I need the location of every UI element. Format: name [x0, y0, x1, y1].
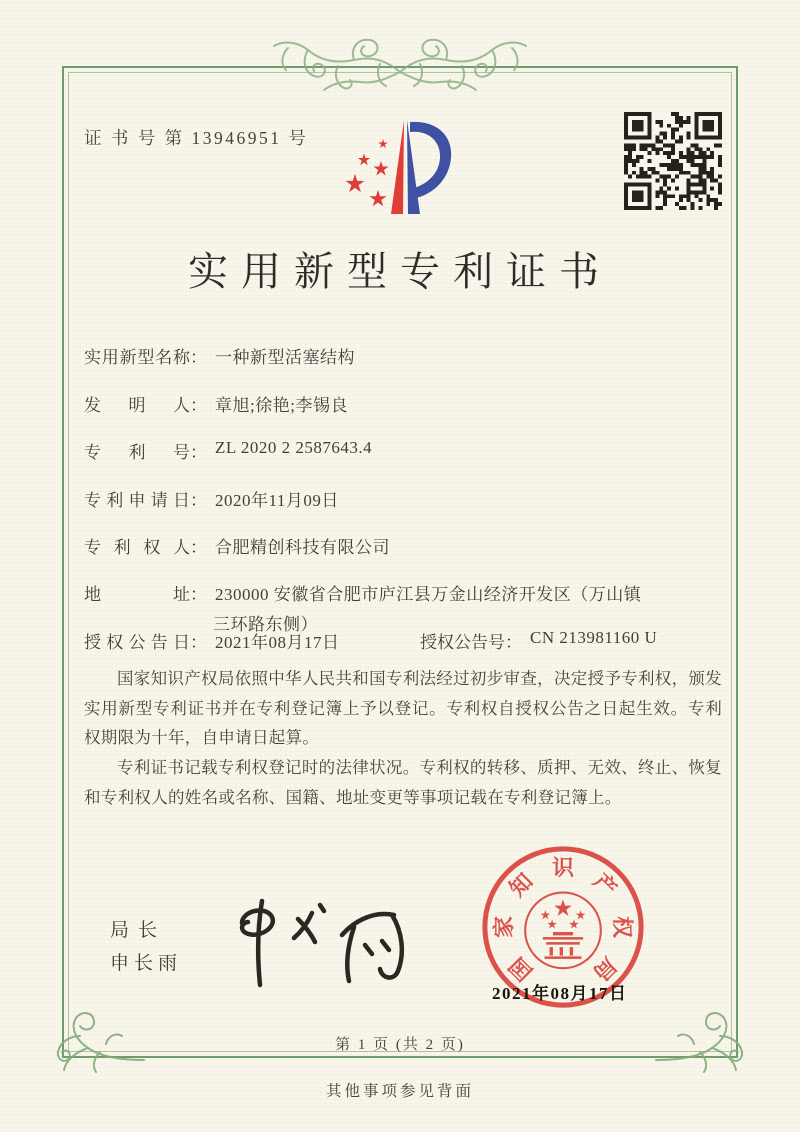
field-value: 2020年11月09日 [215, 491, 339, 510]
field-address: 地址： 230000 安徽省合肥市庐江县万金山经济开发区（万山镇 三环路东侧） [84, 580, 724, 635]
field-label: 授权公告日 [84, 633, 190, 652]
field-label: 地址 [84, 585, 190, 604]
seal-date: 2021年08月17日 [492, 984, 628, 1003]
director-name: 申长雨 [110, 953, 183, 974]
field-value-line2: 三环路东侧） [213, 615, 318, 634]
field-grant-row: 授权公告日： 2021年08月17日 授权公告号： CN 213981160 U [84, 628, 658, 652]
qr-code [624, 112, 722, 210]
field-value: CN 213981160 U [530, 628, 658, 647]
field-value-line1: 230000 安徽省合肥市庐江县万金山经济开发区（万山镇 [215, 585, 642, 604]
legal-paragraph-1: 国家知识产权局依照中华人民共和国专利法经过初步审查，决定授予专利权，颁发实用新型专利证书并在专利登记簿上予以登记。专利权自授权公告之日起生效。专利权期限为十年，自申请日起算。 [84, 669, 722, 748]
field-label: 专利权人 [84, 538, 190, 557]
field-value: 2021年08月17日 [215, 633, 340, 652]
director-title: 局长 [110, 920, 167, 941]
field-label: 专利申请日 [84, 491, 190, 510]
certificate-number: 证 书 号 第 13946951 号 [84, 128, 309, 148]
svg-text:知: 知 [505, 869, 538, 902]
field-label: 发明人 [84, 396, 190, 415]
field-inventor: 发明人： 章旭;徐艳;李锡良 [84, 391, 724, 416]
director-signature-graphic [224, 893, 419, 993]
certificate-title: 实用新型专利证书 [188, 249, 612, 294]
svg-text:局: 局 [588, 952, 621, 985]
svg-text:产: 产 [588, 869, 621, 902]
field-patent-number: 专利号： ZL 2020 2 2587643.4 [84, 438, 373, 462]
field-value: 章旭;徐艳;李锡良 [215, 396, 348, 415]
svg-text:识: 识 [552, 855, 574, 880]
top-flourish-ornament [268, 26, 532, 100]
legal-paragraph-2: 专利证书记载专利权登记时的法律状况。专利权的转移、质押、无效、终止、恢复和专利权人的姓名或名称、国籍、地址变更等事项记载在专利登记簿上。 [84, 758, 722, 807]
svg-text:家: 家 [491, 916, 516, 938]
svg-text:国: 国 [505, 952, 538, 985]
field-value: 合肥精创科技有限公司 [215, 538, 390, 557]
field-value: 一种新型活塞结构 [215, 348, 355, 367]
field-label: 专利号 [84, 443, 190, 462]
svg-text:权: 权 [610, 916, 635, 938]
field-grant-number: 授权公告号： CN 213981160 U [420, 628, 658, 652]
field-patentee: 专利权人： 合肥精创科技有限公司 [84, 533, 724, 558]
seal-circular-text [491, 856, 635, 985]
field-utility-model-name: 实用新型名称： 一种新型活塞结构 [84, 343, 724, 368]
legal-text [84, 664, 722, 812]
cnipa-logo-icon [333, 110, 467, 232]
field-filing-date: 专利申请日： 2020年11月09日 [84, 486, 724, 511]
page-number: 第 1 页 (共 2 页) [335, 1037, 465, 1053]
field-value: ZL 2020 2 2587643.4 [215, 438, 373, 457]
field-label: 实用新型名称 [84, 348, 190, 367]
field-label: 授权公告号 [420, 633, 505, 652]
back-note: 其他事项参见背面 [325, 1083, 474, 1100]
